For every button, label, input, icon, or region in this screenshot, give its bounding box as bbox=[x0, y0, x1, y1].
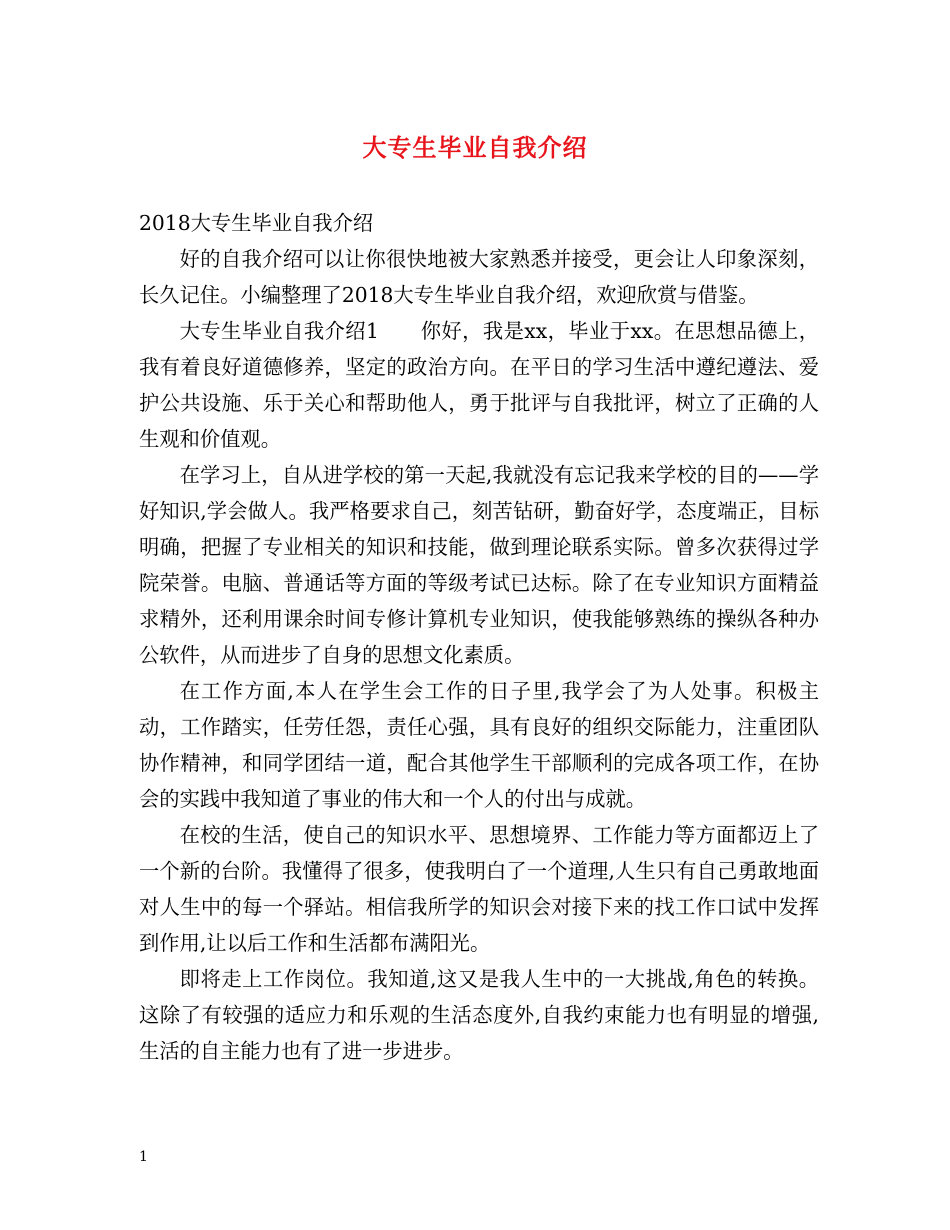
document-title: 大专生毕业自我介绍 bbox=[362, 134, 588, 162]
work-paragraph: 在工作方面,本人在学生会工作的日子里,我学会了为人处事。积极主动，工作踏实，任劳任怨，责任心强，具有良好的组织交际能力，注重团队协作精神，和同学团结一道，配合其他学生干部顺利的完成各项工作，在协会的实践中我知道了事业的伟大和一个人的付出与成就。 bbox=[139, 679, 819, 811]
subtitle-paragraph: 2018大专生毕业自我介绍 bbox=[139, 211, 374, 235]
document-body bbox=[139, 205, 819, 1069]
study-paragraph: 在学习上，自从进学校的第一天起,我就没有忘记我来学校的目的——学好知识,学会做人。我严格要求自己，刻苦钻研，勤奋好学，态度端正，目标明确，把握了专业相关的知识和技能，做到理论联系实际。曾多次获得过学院荣誉。电脑、普通话等方面的等级考试已达标。除了在专业知识方面精益求精外，还利用课余时间专修计算机专业知识，使我能够熟练的操纵各种办公软件，从而进步了自身的思想文化素质。 bbox=[139, 463, 819, 667]
section-1-paragraph: 大专生毕业自我介绍1 你好，我是xx，毕业于xx。在思想品德上，我有着良好道德修养，坚定的政治方向。在平日的学习生活中遵纪遵法、爱护公共设施、乐于关心和帮助他人，勇于批评与自我批评，树立了正确的人生观和价值观。 bbox=[139, 319, 819, 451]
future-paragraph: 即将走上工作岗位。我知道,这又是我人生中的一大挑战,角色的转换。这除了有较强的适应力和乐观的生活态度外,自我约束能力也有明显的增强,生活的自主能力也有了进一步进步。 bbox=[139, 967, 819, 1063]
campus-life-paragraph: 在校的生活，使自己的知识水平、思想境界、工作能力等方面都迈上了一个新的台阶。我懂得了很多，使我明白了一个道理,人生只有自己勇敢地面对人生中的每一个驿站。相信我所学的知识会对接下来的找工作口试中发挥到作用,让以后工作和生活都布满阳光。 bbox=[139, 823, 819, 955]
page-number: 1 bbox=[139, 1149, 148, 1165]
intro-paragraph: 好的自我介绍可以让你很快地被大家熟悉并接受，更会让人印象深刻，长久记住。小编整理了2018大专生毕业自我介绍，欢迎欣赏与借鉴。 bbox=[139, 247, 819, 307]
